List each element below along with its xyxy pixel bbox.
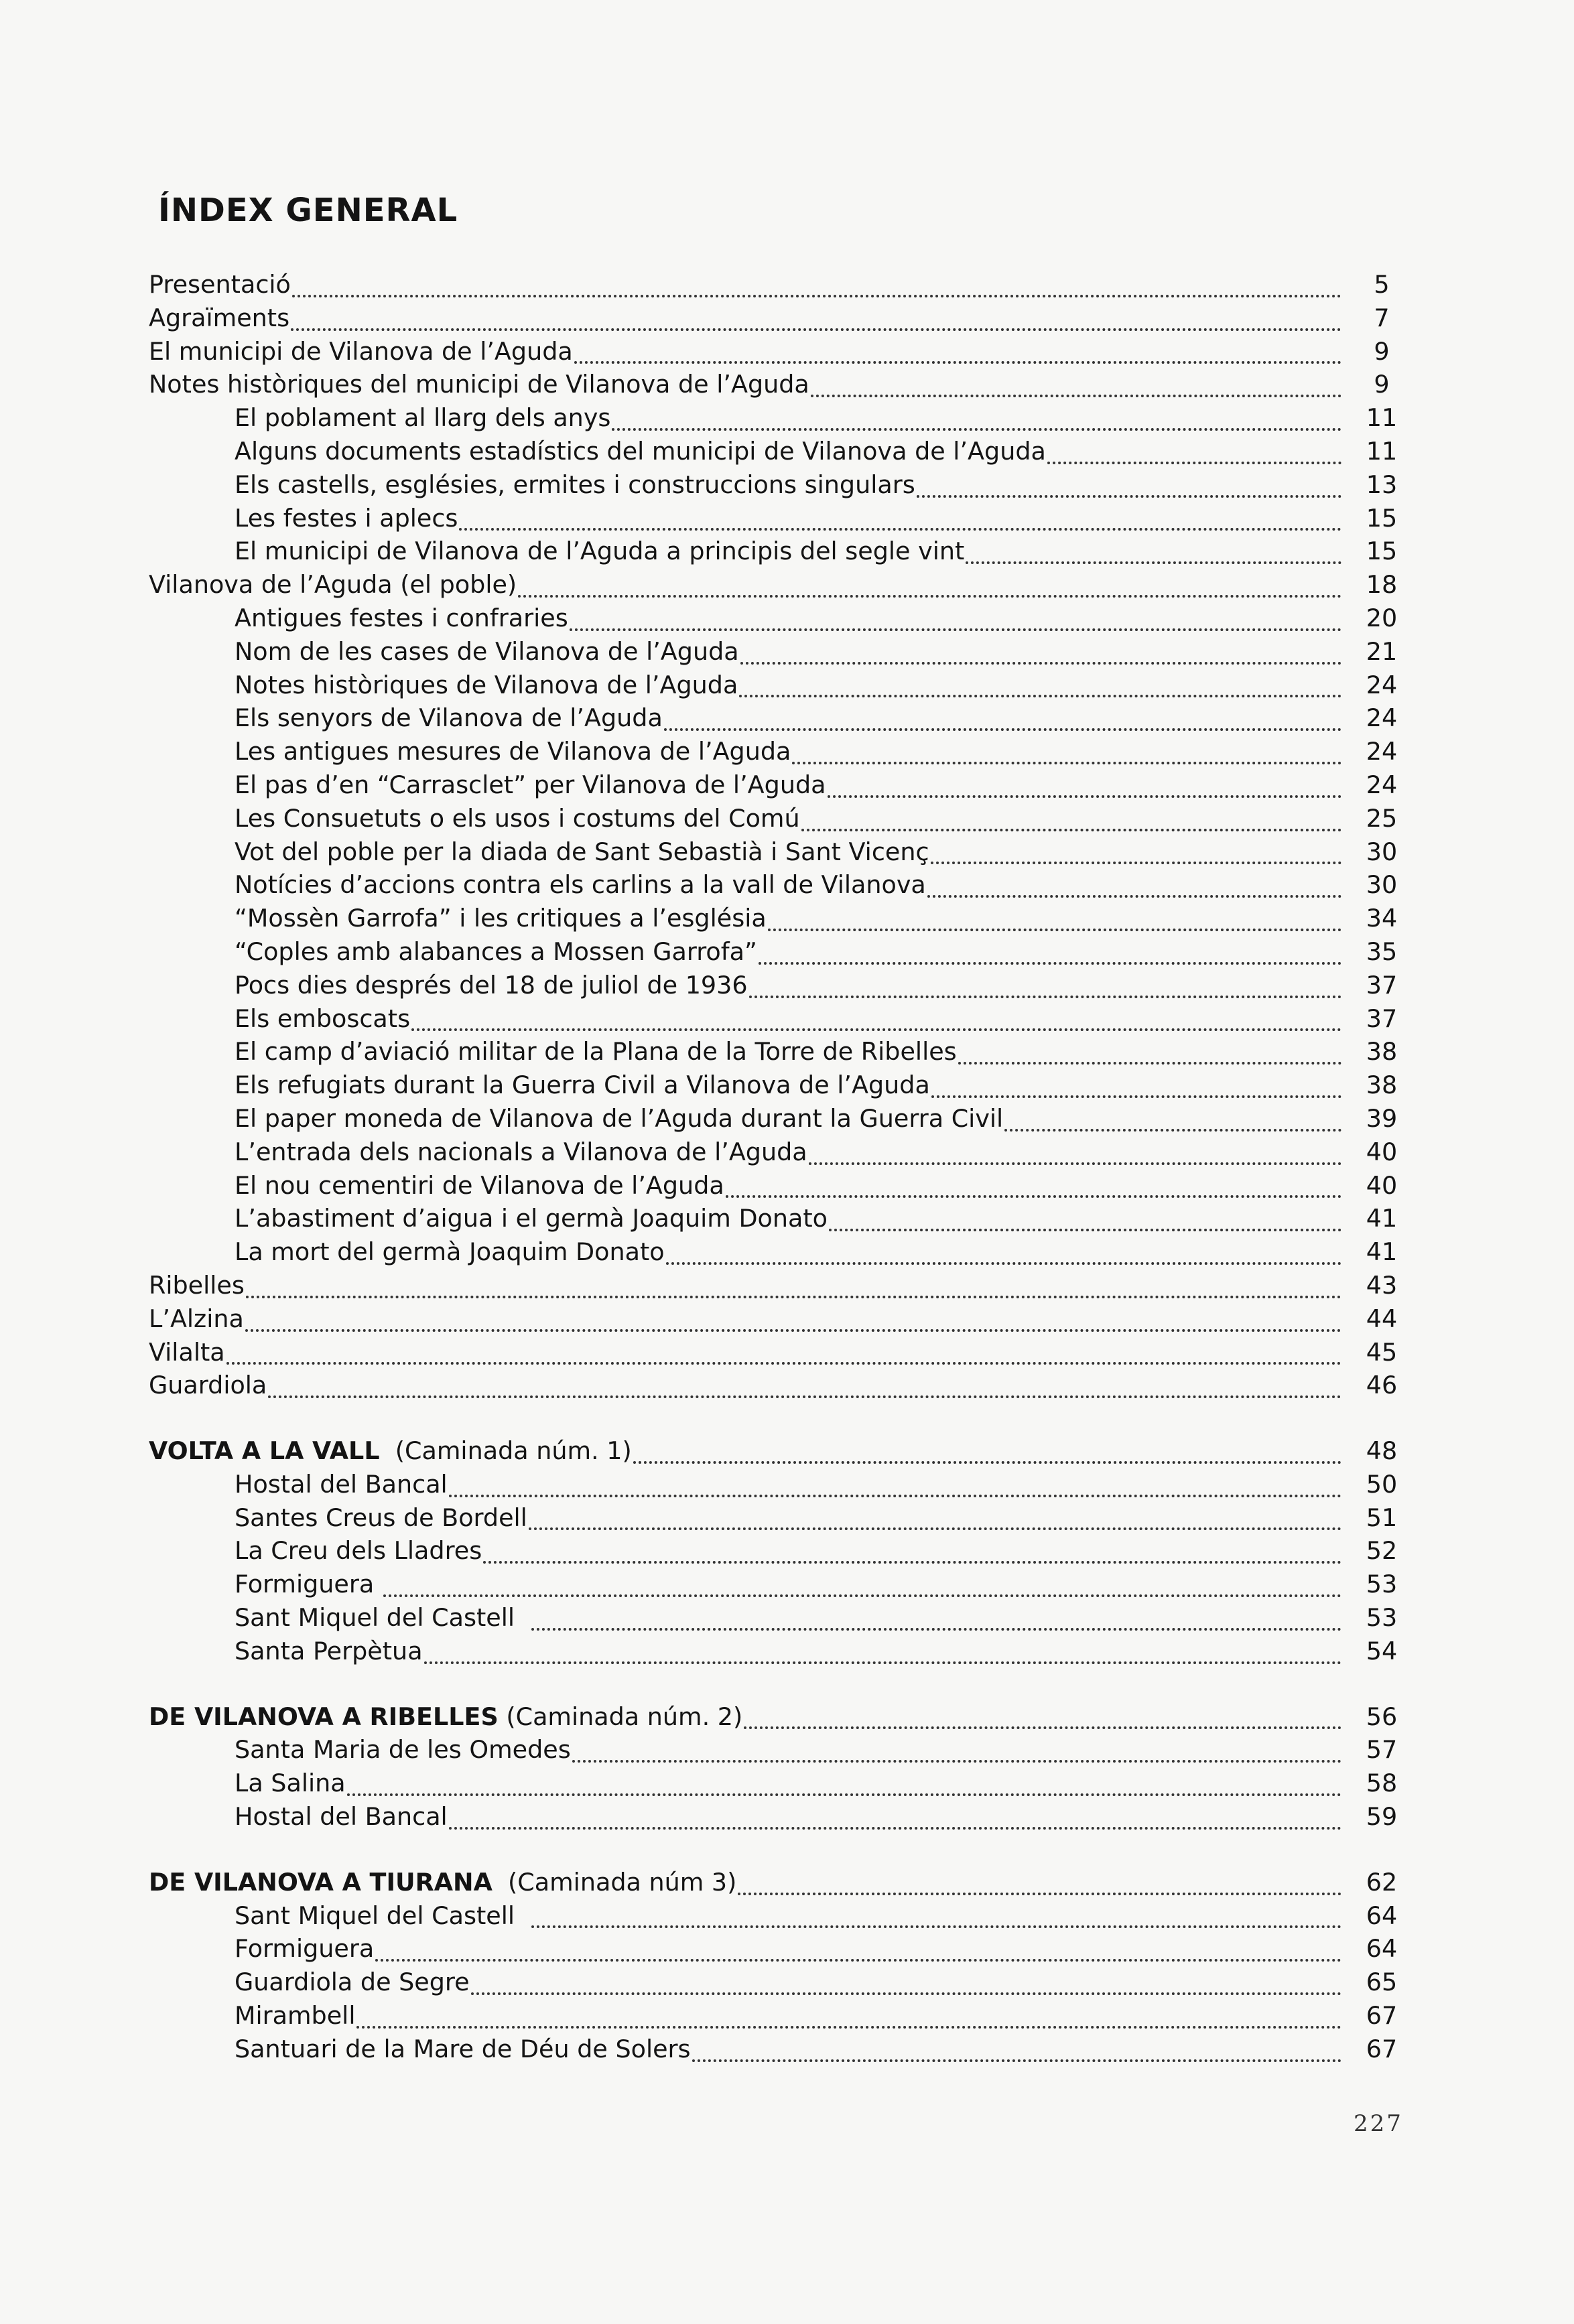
toc-entry-row [149, 1035, 1429, 1069]
toc-entry-row [149, 1369, 1429, 1402]
toc-entry-row [149, 1002, 1429, 1036]
toc-page-number: 64 [1366, 1934, 1398, 1964]
toc-entry-row [149, 1302, 1429, 1336]
toc-entry-title: Santes Creus de Bordell [235, 1503, 527, 1532]
toc-page-number: 5 [1374, 270, 1390, 299]
toc-entry-row [149, 535, 1429, 568]
toc-section-subtitle: (Caminada núm 3) [492, 1867, 737, 1897]
toc-section-row [149, 1434, 1429, 1468]
dot-leader [664, 728, 1341, 731]
toc-entry-title: “Mossèn Garrofa” i les critiques a l’església [235, 904, 767, 933]
toc-entry-row [149, 1169, 1429, 1203]
toc-section-title: VOLTA A LA VALL [149, 1436, 380, 1466]
dot-leader [570, 628, 1341, 631]
dot-leader [1004, 1129, 1341, 1132]
dot-leader [531, 1925, 1341, 1928]
toc-entry-row [149, 502, 1429, 535]
toc-page-number: 50 [1366, 1469, 1398, 1499]
toc-entry-title [149, 1700, 744, 1734]
toc-entry-row [149, 1932, 1429, 1966]
toc-page-number: 67 [1366, 2034, 1398, 2063]
toc-entry-row [149, 1966, 1429, 1999]
toc-entry-title: Formiguera [235, 1934, 375, 1964]
toc-page-number: 58 [1366, 1769, 1398, 1798]
toc-entry-title: Santa Perpètua [235, 1636, 423, 1665]
toc-page-number: 9 [1374, 336, 1390, 366]
toc-entry-title: Vilanova de l’Aguda (el poble) [149, 570, 517, 600]
toc-entry-row [149, 935, 1429, 969]
dot-leader [424, 1661, 1341, 1664]
toc-entry-title: Notes històriques del municipi de Vilanova de l’Aguda [149, 370, 809, 399]
dot-leader [917, 495, 1341, 498]
toc-page-number: 13 [1366, 470, 1398, 499]
toc-page-number: 48 [1366, 1436, 1398, 1466]
toc-entry-title: Guardiola [149, 1371, 267, 1400]
toc-entry-row [149, 1468, 1429, 1501]
toc-entry-title: El municipi de Vilanova de l’Aguda a principis del segle vint [235, 537, 965, 566]
toc-entry-title: Agraïments [149, 303, 290, 332]
dot-leader [268, 1395, 1341, 1398]
dot-leader [931, 1095, 1341, 1098]
toc-page-number: 30 [1366, 870, 1398, 900]
toc-page-number: 15 [1366, 537, 1398, 566]
toc-page-number: 18 [1366, 570, 1398, 600]
toc-entry-row [149, 768, 1429, 802]
toc-entry-row [149, 1202, 1429, 1235]
toc-entry-title: L’entrada dels nacionals a Vilanova de l’Aguda [235, 1137, 807, 1166]
toc-entry-row [149, 1800, 1429, 1834]
toc-entry-row [149, 902, 1429, 935]
dot-leader [801, 829, 1341, 831]
toc-entry-title: Antigues festes i confraries [235, 603, 568, 632]
toc-page-number: 24 [1366, 703, 1398, 733]
toc-page-number: 30 [1366, 837, 1398, 866]
dot-leader [483, 1561, 1341, 1564]
toc-page-number: 7 [1374, 303, 1390, 332]
toc-entry-title: Els castells, esglésies, ermites i construccions singulars [235, 470, 915, 499]
toc-page-number: 41 [1366, 1237, 1398, 1267]
toc-entry-row [149, 969, 1429, 1002]
toc-page-number: 41 [1366, 1204, 1398, 1233]
dot-leader [245, 1329, 1341, 1332]
toc-entry-title: Els senyors de Vilanova de l’Aguda [235, 703, 663, 733]
toc-page-number: 37 [1366, 1004, 1398, 1033]
toc-entry-row [149, 1635, 1429, 1668]
toc-entry-title: El pas d’en “Carrasclet” per Vilanova de l’Aguda [235, 770, 826, 799]
toc-page-number: 45 [1366, 1337, 1398, 1367]
dot-leader [471, 1992, 1341, 1995]
toc-page-number: 52 [1366, 1536, 1398, 1566]
toc-page-number: 67 [1366, 2001, 1398, 2031]
dot-leader [531, 1628, 1341, 1631]
toc-entry-row [149, 1733, 1429, 1767]
toc-page-number: 57 [1366, 1735, 1398, 1765]
toc-entry-title: Presentació [149, 270, 291, 299]
toc-entry-row [149, 435, 1429, 468]
toc-entry-title: Alguns documents estadístics del municipi de Vilanova de l’Aguda [235, 436, 1046, 466]
toc-entry-row [149, 1102, 1429, 1136]
dot-leader [633, 1461, 1341, 1464]
toc-page-number: 15 [1366, 503, 1398, 533]
toc-section-title: DE VILANOVA A RIBELLES [149, 1702, 499, 1731]
dot-leader [411, 1028, 1341, 1031]
section-gap [149, 1834, 1429, 1866]
dot-leader [759, 962, 1341, 965]
toc-entry-title: Hostal del Bancal [235, 1469, 448, 1499]
toc-entry-row [149, 735, 1429, 768]
toc-entry-row [149, 835, 1429, 869]
toc-entry-row [149, 568, 1429, 602]
toc-entry-title: El poblament al llarg dels anys [235, 403, 611, 433]
toc-entry-title: Santuari de la Mare de Déu de Solers [235, 2034, 691, 2063]
toc-page-number: 53 [1366, 1603, 1398, 1633]
toc-entry-title: Pocs dies després del 18 de juliol de 1936 [235, 970, 748, 1000]
toc-entry-row [149, 1501, 1429, 1535]
table-of-contents [149, 268, 1429, 2066]
dot-leader [1047, 462, 1341, 464]
toc-entry-title: Formiguera [235, 1570, 382, 1599]
section-gap [149, 1402, 1429, 1434]
toc-entry-title: Les antigues mesures de Vilanova de l’Aguda [235, 737, 791, 766]
toc-page-number: 24 [1366, 737, 1398, 766]
dot-leader [828, 795, 1342, 798]
toc-entry-row [149, 401, 1429, 435]
toc-page-number: 9 [1374, 370, 1390, 399]
toc-page-number: 39 [1366, 1103, 1398, 1133]
toc-entry-row [149, 2033, 1429, 2066]
toc-page-number: 21 [1366, 636, 1398, 666]
toc-page-number: 35 [1366, 937, 1398, 966]
toc-entry-row [149, 268, 1429, 301]
toc-entry-title: L’abastiment d’aigua i el germà Joaquim Donato [235, 1204, 828, 1233]
dot-leader [829, 1229, 1341, 1231]
dot-leader [529, 1527, 1341, 1530]
toc-entry-title: Els emboscats [235, 1004, 411, 1033]
dot-leader [692, 2059, 1341, 2062]
toc-entry-title: Notícies d’accions contra els carlins a la vall de Vilanova [235, 870, 926, 900]
dot-leader [931, 862, 1341, 864]
toc-entry-row [149, 1899, 1429, 1933]
dot-leader [459, 528, 1341, 531]
toc-entry-title: Ribelles [149, 1270, 245, 1300]
dot-leader [375, 1959, 1341, 1962]
toc-page-number: 43 [1366, 1270, 1398, 1300]
dot-leader [666, 1262, 1341, 1265]
toc-section-title: DE VILANOVA A TIURANA [149, 1867, 493, 1897]
toc-entry-row [149, 701, 1429, 735]
toc-page-number: 65 [1366, 1968, 1398, 1997]
toc-entry-title: Sant Miquel del Castell [235, 1901, 531, 1930]
toc-entry-title [149, 1866, 738, 1899]
toc-entry-title: La Creu dels Lladres [235, 1536, 482, 1566]
toc-entry-title: Santa Maria de les Omedes [235, 1735, 571, 1765]
toc-entry-row [149, 368, 1429, 401]
toc-entry-title: Els refugiats durant la Guerra Civil a Vilanova de l’Aguda [235, 1071, 930, 1100]
toc-entry-title: Vot del poble per la diada de Sant Sebastià i Sant Vicenç [235, 837, 929, 866]
toc-entry-title: Hostal del Bancal [235, 1802, 448, 1832]
toc-page-number: 56 [1366, 1702, 1398, 1731]
toc-entry-row [149, 602, 1429, 635]
toc-entry-title: L’Alzina [149, 1304, 244, 1333]
toc-page-number: 34 [1366, 904, 1398, 933]
toc-page-number: 62 [1366, 1867, 1398, 1897]
toc-entry-title: El paper moneda de Vilanova de l’Aguda durant la Guerra Civil [235, 1103, 1004, 1133]
dot-leader [574, 361, 1341, 364]
toc-entry-title: Les Consuetuts o els usos i costums del Comú [235, 803, 800, 833]
dot-leader [612, 428, 1341, 431]
dot-leader [958, 1062, 1341, 1065]
dot-leader [292, 295, 1341, 297]
toc-entry-row [149, 1336, 1429, 1369]
dot-leader [811, 395, 1341, 397]
toc-entry-title [149, 1434, 633, 1468]
dot-leader [792, 762, 1341, 764]
toc-page-number: 64 [1366, 1901, 1398, 1930]
toc-section-row [149, 1700, 1429, 1734]
toc-entry-row [149, 335, 1429, 368]
toc-section-subtitle: (Caminada núm. 1) [379, 1436, 632, 1466]
toc-entry-title: El nou cementiri de Vilanova de l’Aguda [235, 1170, 724, 1200]
toc-entry-row [149, 1601, 1429, 1635]
toc-entry-row [149, 635, 1429, 669]
toc-entry-title: “Coples amb alabances a Mossen Garrofa” [235, 937, 757, 966]
dot-leader [572, 1760, 1341, 1763]
dot-leader [740, 662, 1341, 665]
toc-page-number: 46 [1366, 1371, 1398, 1400]
dot-leader [768, 929, 1341, 931]
toc-entry-row [149, 1235, 1429, 1269]
toc-entry-row [149, 301, 1429, 335]
toc-entry-row [149, 1568, 1429, 1601]
toc-entry-row [149, 468, 1429, 502]
toc-entry-row [149, 1136, 1429, 1169]
toc-entry-title: Vilalta [149, 1337, 225, 1367]
toc-entry-row [149, 1534, 1429, 1568]
dot-leader [726, 1195, 1341, 1198]
toc-page-number: 44 [1366, 1304, 1398, 1333]
toc-page-number: 54 [1366, 1636, 1398, 1665]
toc-page-number: 11 [1366, 403, 1398, 433]
dot-leader [449, 1827, 1341, 1830]
toc-entry-title: Sant Miquel del Castell [235, 1603, 531, 1633]
section-gap [149, 1668, 1429, 1700]
toc-page-number: 38 [1366, 1071, 1398, 1100]
toc-page-number: 59 [1366, 1802, 1398, 1832]
toc-page-number: 40 [1366, 1170, 1398, 1200]
dot-leader [347, 1793, 1341, 1796]
toc-entry-row [149, 1999, 1429, 2033]
dot-leader [291, 328, 1341, 331]
toc-entry-title: Mirambell [235, 2001, 356, 2031]
index-heading: ÍNDEX GENERAL [158, 192, 458, 229]
toc-entry-title: Les festes i aplecs [235, 503, 458, 533]
dot-leader [809, 1162, 1341, 1165]
dot-leader [518, 595, 1341, 598]
toc-page-number: 24 [1366, 670, 1398, 699]
dot-leader [927, 895, 1341, 898]
toc-page-number: 11 [1366, 436, 1398, 466]
dot-leader [356, 2026, 1341, 2029]
dot-leader [738, 1893, 1341, 1895]
toc-section-row [149, 1866, 1429, 1899]
dot-leader [744, 1726, 1341, 1729]
dot-leader [739, 695, 1341, 697]
toc-entry-title: La mort del germà Joaquim Donato [235, 1237, 665, 1267]
toc-page-number: 38 [1366, 1037, 1398, 1067]
toc-page-number: 20 [1366, 603, 1398, 632]
toc-page-number: 40 [1366, 1137, 1398, 1166]
dot-leader [966, 561, 1341, 564]
dot-leader [449, 1495, 1341, 1497]
toc-entry-title: Guardiola de Segre [235, 1968, 470, 1997]
toc-page-number: 37 [1366, 970, 1398, 1000]
toc-entry-row [149, 1767, 1429, 1800]
dot-leader [246, 1296, 1341, 1298]
toc-entry-row [149, 1269, 1429, 1302]
toc-entry-row [149, 802, 1429, 835]
toc-entry-title: El camp d’aviació militar de la Plana de la Torre de Ribelles [235, 1037, 957, 1067]
toc-entry-row [149, 1069, 1429, 1102]
toc-page-number: 24 [1366, 770, 1398, 799]
dot-leader [749, 996, 1341, 998]
toc-page-number: 53 [1366, 1570, 1398, 1599]
dot-leader [226, 1362, 1341, 1365]
page-number: 227 [1354, 2110, 1403, 2137]
toc-entry-title: Nom de les cases de Vilanova de l’Aguda [235, 636, 739, 666]
toc-entry-row [149, 669, 1429, 702]
toc-entry-title: El municipi de Vilanova de l’Aguda [149, 336, 573, 366]
dot-leader [383, 1594, 1341, 1597]
toc-entry-row [149, 868, 1429, 902]
toc-page-number: 25 [1366, 803, 1398, 833]
toc-entry-title: Notes històriques de Vilanova de l’Aguda [235, 670, 738, 699]
toc-page-number: 51 [1366, 1503, 1398, 1532]
toc-section-subtitle: (Caminada núm. 2) [498, 1702, 743, 1731]
toc-entry-title: La Salina [235, 1769, 346, 1798]
